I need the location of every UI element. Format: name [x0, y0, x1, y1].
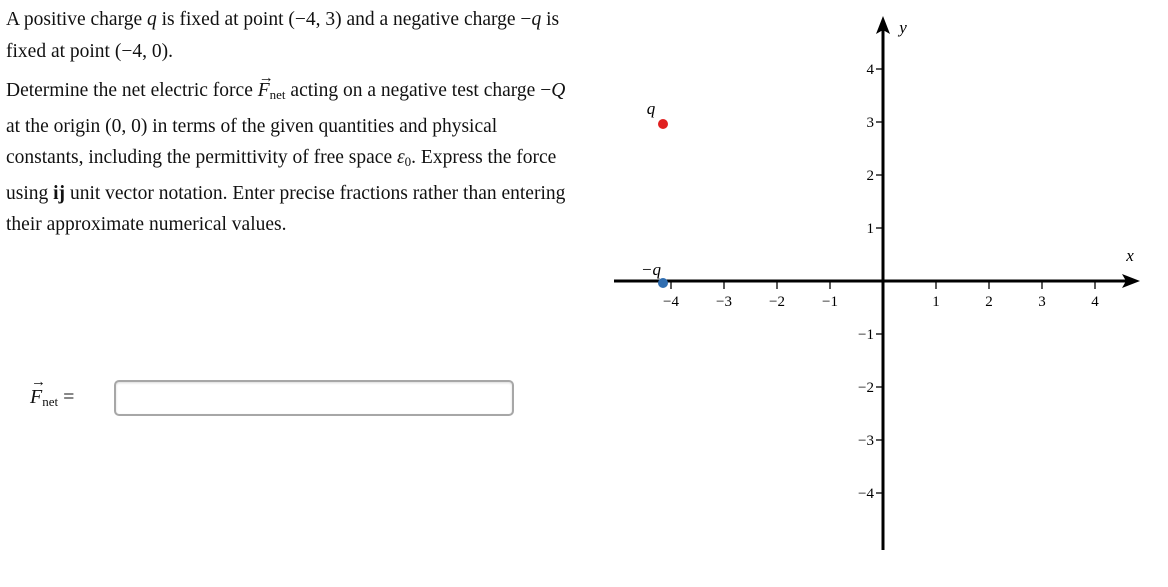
x-tick-label: 4 — [1091, 294, 1099, 310]
positive-charge-marker — [658, 119, 668, 129]
y-axis-label: y — [899, 18, 907, 37]
vector-arrow: → — [258, 70, 274, 86]
var-q: q — [531, 9, 542, 30]
text-span: unit vector notation. Enter precise fractions rather than entering their approximate numerical values. — [6, 182, 566, 235]
text-span: A positive charge — [6, 9, 147, 30]
var-q: q — [147, 9, 157, 30]
axes — [614, 16, 1140, 550]
x-tick-label: 1 — [932, 294, 940, 310]
text-span: is fixed at point (−4, 3) and a negative charge − — [156, 9, 532, 30]
text-span: at the origin (0, 0) in terms of the given quantities and physical constants, including the permittivity of free space — [6, 115, 498, 168]
negative-charge-label: −q — [641, 260, 661, 279]
var-F: F — [257, 80, 270, 101]
x-tick-label: 2 — [985, 294, 993, 310]
subscript-net: net — [42, 394, 59, 409]
text-span: is fixed at point (−4, 0). — [6, 9, 560, 62]
x-tick-label: −2 — [769, 294, 785, 310]
negative-charge-marker — [658, 278, 668, 288]
y-tick-label: −4 — [858, 486, 874, 502]
y-tick-label: 4 — [866, 62, 874, 78]
text-span: Determine the net electric force — [6, 80, 258, 101]
y-tick-label: −2 — [858, 380, 874, 396]
charges — [641, 99, 668, 288]
subscript-zero: 0 — [404, 154, 412, 169]
equals-sign: = — [58, 386, 75, 408]
x-tick-label: −1 — [822, 294, 838, 310]
y-tick-label: −3 — [858, 433, 874, 449]
var-epsilon: ε — [396, 147, 405, 168]
subscript-net: net — [269, 87, 286, 102]
x-tick-label: −4 — [663, 294, 679, 310]
text-span: . Express the force using — [6, 147, 557, 204]
x-axis-label: x — [1126, 246, 1134, 265]
y-tick-label: 3 — [866, 115, 874, 131]
unit-vectors-ij: ij — [53, 182, 66, 204]
y-tick-label: 1 — [866, 221, 874, 237]
y-tick-label: 2 — [866, 168, 874, 184]
var-F: F — [30, 386, 43, 408]
var-Q: Q — [551, 80, 566, 101]
vector-arrow: → — [31, 374, 46, 390]
y-tick-label: −1 — [858, 327, 874, 343]
x-tick-label: 3 — [1038, 294, 1046, 310]
text-span: acting on a negative test charge − — [285, 80, 552, 101]
x-tick-label: −3 — [716, 294, 732, 310]
positive-charge-label: q — [646, 99, 656, 118]
